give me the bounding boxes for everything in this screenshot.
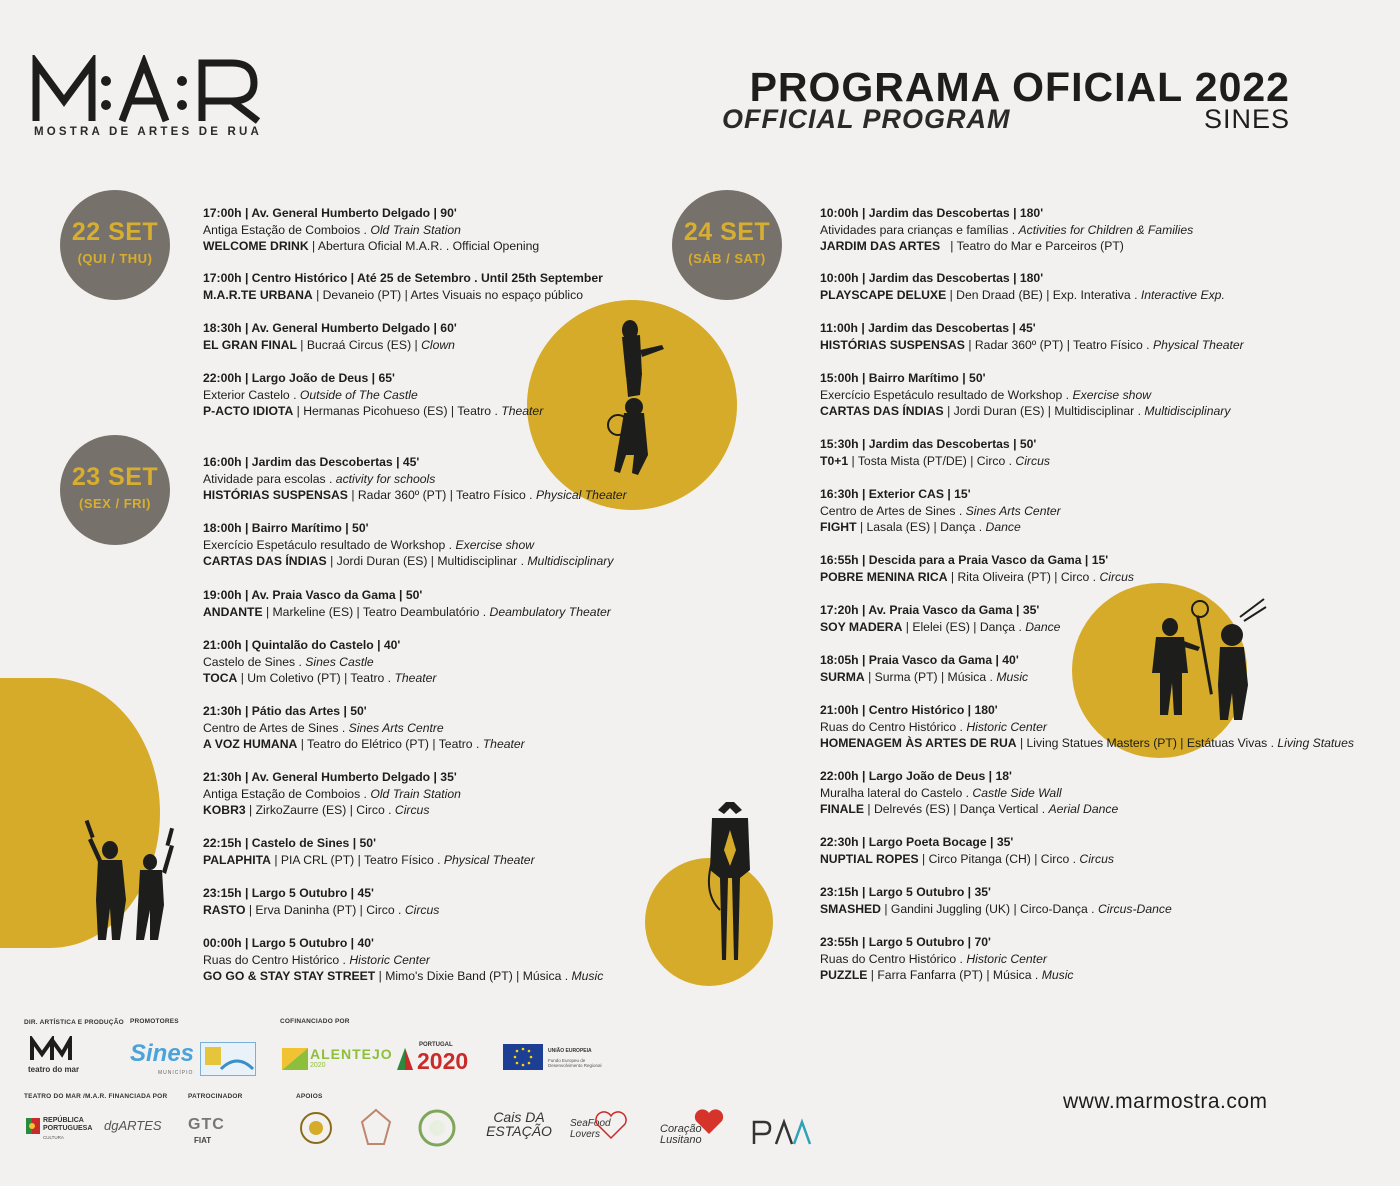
event-header: 10:00h | Jardim das Descobertas | 180' <box>820 206 1044 220</box>
event-location-pt: Exterior Castelo . <box>203 387 300 402</box>
event-info: | Jordi Duran (ES) | Multidisciplinar . <box>326 554 528 568</box>
event-info-en: Living Statues <box>1277 736 1354 750</box>
event-header: 21:00h | Centro Histórico | 180' <box>820 703 998 717</box>
event-header: 23:15h | Largo 5 Outubro | 45' <box>203 886 374 900</box>
event-entry <box>820 702 1354 752</box>
event-location-pt: Castelo de Sines . <box>203 654 306 669</box>
website-link[interactable]: www.marmostra.com <box>1063 1090 1268 1113</box>
event-info: | Gandini Juggling (UK) | Circo-Dança . <box>880 901 1098 916</box>
event-location-en: Old Train Station <box>370 786 461 801</box>
event-title: M.A.R.TE URBANA <box>203 287 313 302</box>
event-entry <box>820 205 1193 255</box>
event-location-pt: Ruas do Centro Histórico . <box>820 951 967 966</box>
event-info: | Rita Oliveira (PT) | Circo . <box>947 569 1100 584</box>
event-info: | ZirkoZaurre (ES) | Circo . <box>245 803 395 817</box>
event-info-en: Theater <box>501 404 544 418</box>
event-details <box>820 735 1354 752</box>
event-header: 23:55h | Largo 5 Outubro | 70' <box>820 935 991 949</box>
sines-logo: Sines <box>130 1040 195 1067</box>
day-badge-22 <box>60 190 170 300</box>
support-wreath-icon <box>416 1108 458 1148</box>
event-location <box>820 503 1061 520</box>
event-title: EL GRAN FINAL <box>203 337 297 352</box>
event-details <box>820 901 1172 918</box>
day-badge-23 <box>60 435 170 545</box>
event-title: KOBR3 <box>203 803 246 817</box>
event-header: 17:00h | Centro Histórico | Até 25 de Setembro . Until 25th September <box>203 271 603 285</box>
event-title: T0+1 <box>820 453 849 468</box>
event-title: SURMA <box>820 669 865 684</box>
event-details <box>820 453 1050 470</box>
event-info-en: Dance <box>985 520 1021 534</box>
event-location <box>203 654 436 671</box>
eu-flag-icon <box>503 1044 543 1070</box>
event-entry <box>820 320 1244 353</box>
jugglers-illustration <box>70 790 180 960</box>
day-weekday: (SÁB / SAT) <box>688 251 766 266</box>
event-info-en: Multidisciplinary <box>527 554 614 568</box>
event-details <box>820 403 1230 420</box>
event-location <box>820 785 1118 802</box>
event-header: 21:00h | Quintalão do Castelo | 40' <box>203 638 401 652</box>
event-info: | PIA CRL (PT) | Teatro Físico . <box>270 852 444 867</box>
event-info: | Farra Fanfarra (PT) | Música . <box>867 968 1042 982</box>
event-details <box>203 337 457 354</box>
event-location-pt: Ruas do Centro Histórico . <box>820 719 967 734</box>
event-entry <box>820 768 1118 818</box>
heart-icon <box>594 1110 628 1140</box>
event-header: 16:55h | Descida para a Praia Vasco da Gama | 15' <box>820 553 1109 567</box>
event-info-en: Circus <box>1099 569 1134 584</box>
event-info: | Tosta Mista (PT/DE) | Circo . <box>848 453 1016 468</box>
event-entry <box>820 602 1060 635</box>
event-details <box>203 553 613 570</box>
event-title: PUZZLE <box>820 968 868 982</box>
event-details <box>203 852 535 869</box>
event-details <box>820 669 1028 686</box>
page-title-en: OFFICIAL PROGRAM <box>722 104 1011 134</box>
event-details <box>203 487 627 504</box>
event-details <box>203 736 525 753</box>
event-location-pt: Muralha lateral do Castelo . <box>820 785 973 800</box>
support-emblem-icon <box>298 1110 334 1146</box>
event-info: | Teatro do Elétrico (PT) | Teatro . <box>297 737 483 751</box>
event-info-en: Music <box>996 669 1029 684</box>
event-details <box>203 238 539 255</box>
event-info: | Teatro do Mar e Parceiros (PT) <box>940 239 1124 253</box>
footer-label-support: APOIOS <box>296 1093 323 1100</box>
event-location-en: Sines Castle <box>305 654 374 669</box>
event-entry <box>820 934 1074 984</box>
event-info: | Hermanas Picohueso (ES) | Teatro . <box>293 404 502 418</box>
event-location <box>820 951 1074 968</box>
event-title: PALAPHITA <box>203 852 271 867</box>
event-location <box>203 720 525 737</box>
event-location <box>820 719 1354 736</box>
event-header: 21:30h | Av. General Humberto Delgado | 35' <box>203 770 457 784</box>
event-location <box>203 387 543 404</box>
event-location-en: Activities for Children & Families <box>1018 222 1194 237</box>
event-title: CARTAS DAS ÍNDIAS <box>820 404 944 418</box>
republica-portuguesa-logo: REPÚBLICA PORTUGUESA CULTURA <box>26 1114 106 1144</box>
event-details <box>820 801 1118 818</box>
event-entry <box>203 637 436 687</box>
event-details <box>820 967 1074 984</box>
event-location <box>203 537 613 554</box>
event-info-en: Physical Theater <box>535 488 627 502</box>
day-badge-24 <box>672 190 782 300</box>
event-entry <box>203 270 603 303</box>
event-header: 19:00h | Av. Praia Vasco da Gama | 50' <box>203 588 423 602</box>
event-location <box>820 222 1193 239</box>
event-location-pt: Atividade para escolas . <box>203 471 336 486</box>
event-info: | Delrevés (ES) | Dança Vertical . <box>864 802 1049 816</box>
event-info: | Living Statues Masters (PT) | Estátuas Vivas . <box>1016 736 1278 750</box>
event-entry <box>203 703 525 753</box>
event-location-pt: Exercício Espetáculo resultado de Workshop . <box>820 387 1073 402</box>
event-info-en: Dance <box>1025 619 1061 634</box>
event-info: | Surma (PT) | Música . <box>864 669 997 684</box>
event-entry <box>203 454 627 504</box>
event-details <box>203 968 603 985</box>
event-location-en: Historic Center <box>966 719 1047 734</box>
event-title: ANDANTE <box>203 604 263 619</box>
event-info: | Markeline (ES) | Teatro Deambulatório . <box>262 604 490 619</box>
event-title: PLAYSCAPE DELUXE <box>820 287 947 302</box>
event-details <box>820 238 1193 255</box>
event-info: | Bucraá Circus (ES) | <box>296 337 422 352</box>
event-header: 00:00h | Largo 5 Outubro | 40' <box>203 936 374 950</box>
event-info: | Devaneio (PT) | Artes Visuais no espaço público <box>312 287 583 302</box>
event-entry <box>820 486 1061 536</box>
event-location-pt: Ruas do Centro Histórico . <box>203 952 350 967</box>
event-info: | Erva Daninha (PT) | Circo . <box>245 902 405 917</box>
event-details <box>820 287 1225 304</box>
event-location-en: Exercise show <box>455 537 535 552</box>
event-header: 22:15h | Castelo de Sines | 50' <box>203 836 376 850</box>
event-info: | Abertura Oficial M.A.R. . Official Opening <box>308 239 540 253</box>
event-header: 21:30h | Pátio das Artes | 50' <box>203 704 367 718</box>
event-title: NUPTIAL ROPES <box>820 851 919 866</box>
event-details <box>203 802 461 819</box>
event-entry <box>820 652 1028 685</box>
event-info: | Radar 360º (PT) | Teatro Físico . <box>964 337 1153 352</box>
event-title: WELCOME DRINK <box>203 239 309 253</box>
event-location <box>203 222 539 239</box>
alentejo-2020-logo: ALENTEJO 2020 <box>280 1044 380 1074</box>
footer-label-direction: DIR. ARTÍSTICA E PRODUÇÃO <box>24 1019 124 1026</box>
event-info-en: Deambulatory Theater <box>489 604 611 619</box>
event-entry <box>203 370 543 420</box>
event-info-en: Physical Theater <box>1152 337 1244 352</box>
event-info-en: Multidisciplinary <box>1144 404 1231 418</box>
event-title: P-ACTO IDIOTA <box>203 404 294 418</box>
event-title: FIGHT <box>820 520 857 534</box>
event-title: HOMENAGEM ÀS ARTES DE RUA <box>820 736 1017 750</box>
event-entry <box>203 835 535 868</box>
sines-logo-sub: MUNICÍPIO <box>158 1070 194 1076</box>
event-title: GO GO & STAY STAY STREET <box>203 969 376 983</box>
day-date: 23 SET <box>71 463 159 491</box>
footer-label-sponsor: PATROCINADOR <box>188 1093 243 1100</box>
event-entry <box>203 520 613 570</box>
event-info: | Circo Pitanga (CH) | Circo . <box>918 851 1080 866</box>
event-header: 22:00h | Largo João de Deus | 18' <box>820 769 1012 783</box>
event-entry <box>203 320 457 353</box>
event-entry <box>203 769 461 819</box>
portugal-2020-logo: PORTUGAL 2020 <box>395 1042 487 1074</box>
event-location-pt: Centro de Artes de Sines . <box>820 503 966 518</box>
event-details <box>203 670 436 687</box>
event-details <box>203 287 603 304</box>
event-header: 18:30h | Av. General Humberto Delgado | 60' <box>203 321 457 335</box>
event-location-en: Castle Side Wall <box>972 785 1062 800</box>
event-details <box>820 337 1244 354</box>
event-header: 16:30h | Exterior CAS | 15' <box>820 487 971 501</box>
event-location <box>203 471 627 488</box>
mar-logo <box>32 55 312 125</box>
event-header: 23:15h | Largo 5 Outubro | 35' <box>820 885 991 899</box>
page-title: PROGRAMA OFICIAL 2022 <box>749 64 1290 110</box>
day-weekday: (QUI / THU) <box>77 251 153 266</box>
eu-sublabel: Fundo Europeu de Desenvolvimento Regional <box>548 1058 602 1068</box>
event-title: TOCA <box>203 671 238 685</box>
event-header: 15:30h | Jardim das Descobertas | 50' <box>820 437 1037 451</box>
event-title: SOY MADERA <box>820 619 903 634</box>
event-location-en: Historic Center <box>349 952 430 967</box>
event-details <box>203 902 439 919</box>
event-info-en: Theater <box>482 737 525 751</box>
cais-da-estacao-logo: Cais DA ESTAÇÃO <box>486 1109 552 1139</box>
event-location <box>203 786 461 803</box>
stilt-walker-illustration <box>690 800 770 970</box>
event-info: | Lasala (ES) | Dança . <box>856 520 986 534</box>
event-header: 18:00h | Bairro Marítimo | 50' <box>203 521 369 535</box>
event-title: HISTÓRIAS SUSPENSAS <box>820 337 965 352</box>
event-details <box>203 403 543 420</box>
event-location-pt: Centro de Artes de Sines . <box>203 720 349 735</box>
paal-logo <box>750 1114 814 1150</box>
event-entry <box>820 270 1225 303</box>
event-header: 16:00h | Jardim das Descobertas | 45' <box>203 455 420 469</box>
event-entry <box>203 205 539 255</box>
event-header: 15:00h | Bairro Marítimo | 50' <box>820 371 986 385</box>
event-entry <box>203 587 611 620</box>
event-header: 17:00h | Av. General Humberto Delgado | 90' <box>203 206 457 220</box>
event-info-en: Circus <box>1015 453 1050 468</box>
event-info: | Radar 360º (PT) | Teatro Físico . <box>347 488 536 502</box>
event-title: FINALE <box>820 802 865 816</box>
event-location <box>203 952 603 969</box>
event-info-en: Interactive Exp. <box>1140 287 1225 302</box>
footer-label-funded: TEATRO DO MAR /M.A.R. FINANCIADA POR <box>24 1093 168 1100</box>
event-title: JARDIM DAS ARTES <box>820 239 941 253</box>
event-title: POBRE MENINA RICA <box>820 569 948 584</box>
event-info-en: Music <box>1041 968 1074 982</box>
event-entry <box>203 935 603 985</box>
event-info: | Den Draad (BE) | Exp. Interativa . <box>946 287 1141 302</box>
event-info-en: Circus-Dance <box>1097 901 1172 916</box>
event-location-pt: Exercício Espetáculo resultado de Workshop . <box>203 537 456 552</box>
eu-label: UNIÃO EUROPEIA <box>548 1048 592 1054</box>
event-header: 22:30h | Largo Poeta Bocage | 35' <box>820 835 1014 849</box>
event-info-en: Physical Theater <box>443 852 535 867</box>
teatro-do-mar-logo: teatro do mar <box>28 1036 98 1074</box>
event-location-pt: Antiga Estação de Comboios . <box>203 786 371 801</box>
dgartes-logo: dgARTES <box>104 1118 162 1133</box>
event-location-pt: Antiga Estação de Comboios . <box>203 222 371 237</box>
event-title: SMASHED <box>820 901 881 916</box>
event-header: 17:20h | Av. Praia Vasco da Gama | 35' <box>820 603 1040 617</box>
coracao-lusitano-logo: Coração Lusitano <box>660 1123 702 1146</box>
page-town: SINES <box>1203 104 1290 134</box>
event-info-en: Circus <box>404 902 440 917</box>
event-info-en: Theater <box>394 671 437 685</box>
event-entry <box>820 552 1134 585</box>
event-info: | Um Coletivo (PT) | Teatro . <box>237 671 395 685</box>
event-header: 11:00h | Jardim das Descobertas | 45' <box>820 321 1036 335</box>
event-details <box>820 851 1114 868</box>
event-location <box>820 387 1230 404</box>
event-entry <box>820 834 1114 867</box>
event-location-pt: Atividades para crianças e famílias . <box>820 222 1019 237</box>
event-info-en: Clown <box>421 337 455 352</box>
event-info: | Mimo's Dixie Band (PT) | Música . <box>375 969 572 983</box>
event-location-en: Historic Center <box>966 951 1047 966</box>
event-location-en: Old Train Station <box>370 222 461 237</box>
event-title: HISTÓRIAS SUSPENSAS <box>203 488 348 502</box>
day-date: 24 SET <box>683 218 771 246</box>
event-info-en: Music <box>571 969 604 983</box>
event-details <box>820 569 1134 586</box>
event-location-en: Outside of The Castle <box>299 387 418 402</box>
event-details <box>820 619 1060 636</box>
event-title: RASTO <box>203 902 246 917</box>
event-details <box>820 519 1061 536</box>
event-info: | Jordi Duran (ES) | Multidisciplinar . <box>943 404 1145 418</box>
support-badge-icon <box>360 1108 392 1148</box>
event-details <box>203 604 611 621</box>
cimal-logo <box>200 1042 256 1076</box>
event-header: 22:00h | Largo João de Deus | 65' <box>203 371 395 385</box>
event-location-en: Sines Arts Center <box>965 503 1061 518</box>
event-info: | Elelei (ES) | Dança . <box>902 619 1026 634</box>
day-weekday: (SEX / FRI) <box>79 496 151 511</box>
event-info-en: Circus <box>394 803 430 817</box>
event-title: A VOZ HUMANA <box>203 737 298 751</box>
event-title: CARTAS DAS ÍNDIAS <box>203 554 327 568</box>
footer-label-cofinanced: COFINANCIADO POR <box>280 1018 350 1025</box>
footer-label-promoters: PROMOTORES <box>130 1018 179 1025</box>
logo-subtitle: MOSTRA DE ARTES DE RUA <box>34 126 262 138</box>
day-date: 22 SET <box>71 218 159 246</box>
fiat-logo: FIAT <box>194 1136 212 1145</box>
event-location-en: activity for schools <box>335 471 436 486</box>
event-header: 10:00h | Jardim das Descobertas | 180' <box>820 271 1044 285</box>
seafood-lovers-logo: SeaFood Lovers <box>570 1118 611 1140</box>
event-entry <box>820 436 1050 469</box>
gtc-logo: GTC <box>188 1116 225 1133</box>
event-info-en: Circus <box>1079 851 1114 866</box>
event-location-en: Exercise show <box>1072 387 1152 402</box>
event-entry <box>820 370 1230 420</box>
event-entry <box>203 885 439 918</box>
event-info-en: Aerial Dance <box>1048 802 1119 816</box>
event-location-en: Sines Arts Centre <box>348 720 444 735</box>
event-entry <box>820 884 1172 917</box>
event-header: 18:05h | Praia Vasco da Gama | 40' <box>820 653 1019 667</box>
